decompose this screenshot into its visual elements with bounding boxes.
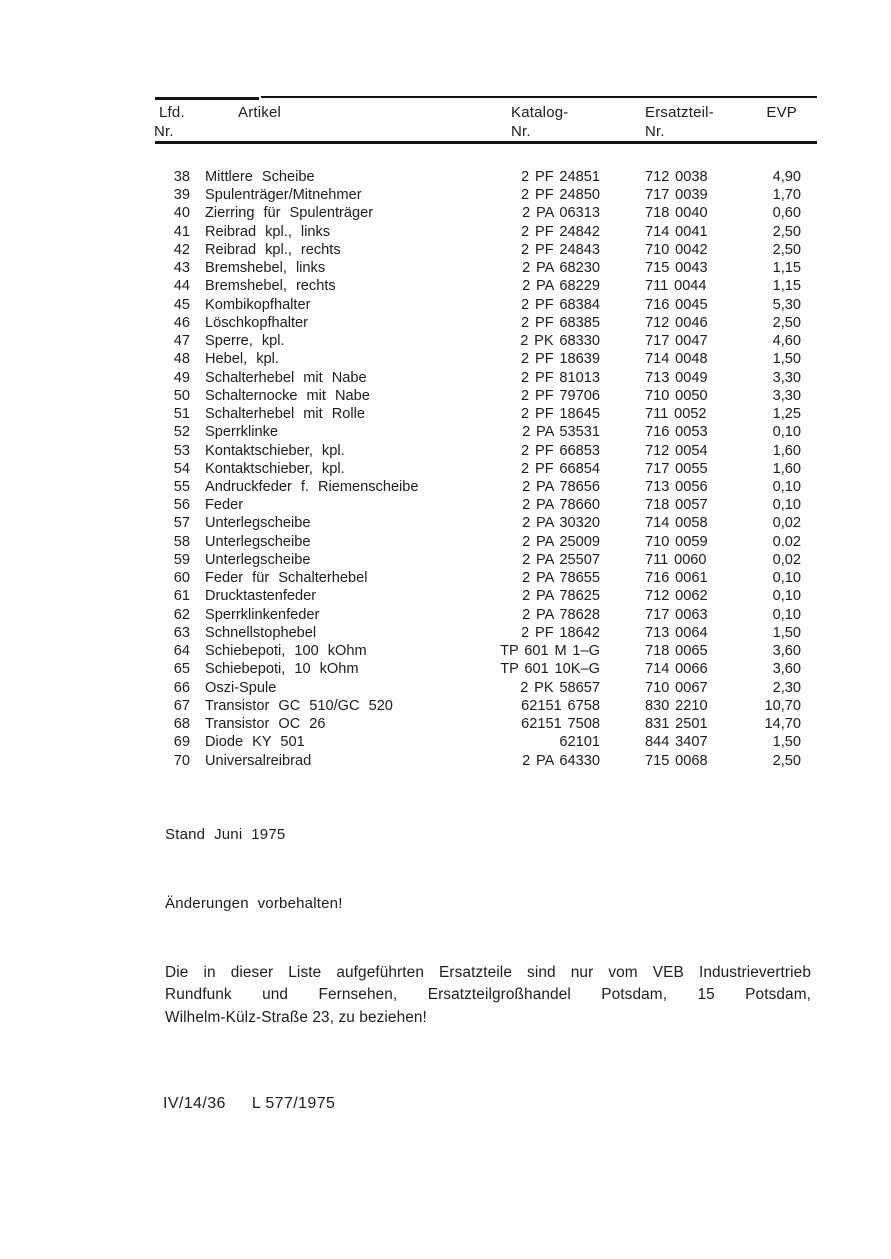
cell-katalog-nr: TP 601 10K–G xyxy=(500,661,600,678)
cell-katalog-nr: 2 PF 18639 xyxy=(521,351,600,368)
column-header-katalog-line1: Katalog- xyxy=(511,104,569,121)
cell-evp: 1,50 xyxy=(772,624,801,641)
cell-lfd-nr: 39 xyxy=(173,187,190,204)
cell-gap xyxy=(600,387,645,405)
cell-evp: 1,70 xyxy=(772,187,801,204)
cell-artikel: Zierring für Spulenträger xyxy=(205,205,374,222)
cell-artikel: Kombikopfhalter xyxy=(205,296,311,313)
cell-ersatzteil-nr: 718 0040 xyxy=(645,205,708,222)
cell-evp: 0,10 xyxy=(772,497,801,514)
cell-lfd-nr: 45 xyxy=(173,296,190,313)
cell-lfd-nr: 46 xyxy=(173,314,190,331)
table-top-rule-right xyxy=(261,96,817,98)
cell-evp: 0.02 xyxy=(772,533,801,550)
cell-gap xyxy=(600,569,645,587)
cell-gap xyxy=(600,442,645,460)
cell-katalog-nr: 62101 xyxy=(559,734,600,751)
cell-gap xyxy=(600,752,645,770)
cell-artikel: Kontaktschieber, kpl. xyxy=(205,460,345,477)
table-row xyxy=(153,350,817,368)
cell-evp: 0,10 xyxy=(772,478,801,495)
cell-evp: 1,15 xyxy=(772,278,801,295)
table-row xyxy=(153,223,817,241)
cell-katalog-nr: 2 PF 18645 xyxy=(521,406,600,423)
cell-gap xyxy=(600,733,645,751)
cell-artikel: Bremshebel, links xyxy=(205,260,326,277)
cell-evp: 2,50 xyxy=(772,241,801,258)
cell-lfd-nr: 62 xyxy=(173,606,190,623)
cell-gap xyxy=(600,660,645,678)
table-row xyxy=(153,642,817,660)
cell-katalog-nr: 2 PA 53531 xyxy=(522,424,600,441)
cell-artikel: Transistor GC 510/GC 520 xyxy=(205,697,393,714)
table-row xyxy=(153,423,817,441)
cell-evp: 4,90 xyxy=(772,169,801,185)
cell-evp: 3,30 xyxy=(772,387,801,404)
cell-katalog-nr: 2 PF 66854 xyxy=(521,460,600,477)
cell-artikel: Sperre, kpl. xyxy=(205,333,285,350)
cell-gap xyxy=(600,168,645,186)
cell-lfd-nr: 38 xyxy=(173,169,190,185)
cell-ersatzteil-nr: 713 0049 xyxy=(645,369,708,386)
cell-katalog-nr: 2 PA 78655 xyxy=(522,570,600,587)
cell-evp: 0,10 xyxy=(772,588,801,605)
cell-evp: 0,10 xyxy=(772,606,801,623)
cell-evp: 1,60 xyxy=(772,442,801,459)
cell-gap xyxy=(600,697,645,715)
cell-ersatzteil-nr: 711 0044 xyxy=(645,278,707,295)
cell-ersatzteil-nr: 712 0038 xyxy=(645,169,708,185)
cell-katalog-nr: 2 PA 25507 xyxy=(522,551,600,568)
cell-ersatzteil-nr: 716 0045 xyxy=(645,296,708,313)
cell-lfd-nr: 59 xyxy=(173,551,190,568)
distribution-note-line2: Rundfunk und Fernsehen, Ersatzteilgroßhandel Potsdam, 15 Potsdam, xyxy=(165,986,811,1004)
table-row xyxy=(153,551,817,569)
cell-katalog-nr: 2 PA 68229 xyxy=(522,278,600,295)
table-row xyxy=(153,606,817,624)
cell-ersatzteil-nr: 831 2501 xyxy=(645,716,708,733)
cell-artikel: Mittlere Scheibe xyxy=(205,169,315,185)
parts-table xyxy=(153,168,817,770)
cell-artikel: Universalreibrad xyxy=(205,752,312,769)
cell-evp: 3,60 xyxy=(772,661,801,678)
cell-katalog-nr: 2 PF 24851 xyxy=(521,169,600,185)
cell-evp: 2,50 xyxy=(772,223,801,240)
cell-lfd-nr: 54 xyxy=(173,460,190,477)
cell-artikel: Schalternocke mit Nabe xyxy=(205,387,370,404)
column-header-artikel: Artikel xyxy=(238,104,282,121)
cell-evp: 0,60 xyxy=(772,205,801,222)
cell-evp: 3,60 xyxy=(772,643,801,660)
cell-lfd-nr: 60 xyxy=(173,570,190,587)
table-row xyxy=(153,514,817,532)
cell-gap xyxy=(600,332,645,350)
cell-artikel: Sperrklinkenfeder xyxy=(205,606,320,623)
cell-lfd-nr: 68 xyxy=(173,716,190,733)
cell-ersatzteil-nr: 711 0052 xyxy=(645,406,707,423)
cell-evp: 0,10 xyxy=(772,424,801,441)
table-row xyxy=(153,314,817,332)
cell-gap xyxy=(600,277,645,295)
cell-lfd-nr: 64 xyxy=(173,643,190,660)
cell-ersatzteil-nr: 712 0062 xyxy=(645,588,708,605)
column-header-ersatzteil-line2: Nr. xyxy=(645,123,665,140)
cell-ersatzteil-nr: 710 0067 xyxy=(645,679,708,696)
cell-evp: 14,70 xyxy=(764,716,801,733)
table-row xyxy=(153,332,817,350)
cell-lfd-nr: 56 xyxy=(173,497,190,514)
table-row xyxy=(153,442,817,460)
cell-artikel: Oszi-Spule xyxy=(205,679,277,696)
cell-gap xyxy=(600,259,645,277)
table-row xyxy=(153,733,817,751)
cell-gap xyxy=(600,423,645,441)
table-row xyxy=(153,241,817,259)
cell-lfd-nr: 61 xyxy=(173,588,190,605)
cell-evp: 1,50 xyxy=(772,351,801,368)
cell-ersatzteil-nr: 713 0056 xyxy=(645,478,708,495)
cell-lfd-nr: 53 xyxy=(173,442,190,459)
cell-katalog-nr: 2 PF 79706 xyxy=(521,387,600,404)
table-row xyxy=(153,697,817,715)
column-header-lfd-line2: Nr. xyxy=(154,123,174,140)
cell-ersatzteil-nr: 717 0039 xyxy=(645,187,708,204)
cell-evp: 2,30 xyxy=(772,679,801,696)
table-row xyxy=(153,168,817,186)
column-header-lfd-nr xyxy=(154,103,185,141)
table-row xyxy=(153,204,817,222)
table-row xyxy=(153,369,817,387)
cell-katalog-nr: 2 PF 24843 xyxy=(521,241,600,258)
cell-gap xyxy=(600,369,645,387)
table-row xyxy=(153,660,817,678)
cell-evp: 3,30 xyxy=(772,369,801,386)
cell-evp: 10,70 xyxy=(764,697,801,714)
cell-ersatzteil-nr: 710 0059 xyxy=(645,533,708,550)
cell-lfd-nr: 42 xyxy=(173,241,190,258)
cell-ersatzteil-nr: 713 0064 xyxy=(645,624,708,641)
changes-reserved-note: Änderungen vorbehalten! xyxy=(165,895,343,912)
print-code-left: IV/14/36 xyxy=(163,1095,226,1112)
cell-lfd-nr: 47 xyxy=(173,333,190,350)
cell-gap xyxy=(600,204,645,222)
cell-ersatzteil-nr: 718 0065 xyxy=(645,643,708,660)
cell-katalog-nr: 2 PA 06313 xyxy=(522,205,600,222)
cell-lfd-nr: 63 xyxy=(173,624,190,641)
cell-evp: 5,30 xyxy=(772,296,801,313)
cell-artikel: Andruckfeder f. Riemenscheibe xyxy=(205,478,419,495)
cell-lfd-nr: 43 xyxy=(173,260,190,277)
cell-evp: 0,10 xyxy=(772,570,801,587)
cell-artikel: Diode KY 501 xyxy=(205,734,305,751)
table-row xyxy=(153,259,817,277)
table-row xyxy=(153,533,817,551)
cell-gap xyxy=(600,460,645,478)
cell-ersatzteil-nr: 714 0048 xyxy=(645,351,708,368)
cell-gap xyxy=(600,606,645,624)
cell-artikel: Löschkopfhalter xyxy=(205,314,309,331)
cell-katalog-nr: 2 PF 24850 xyxy=(521,187,600,204)
cell-katalog-nr: TP 601 M 1–G xyxy=(500,643,600,660)
cell-artikel: Reibrad kpl., rechts xyxy=(205,241,341,258)
cell-ersatzteil-nr: 718 0057 xyxy=(645,497,708,514)
cell-artikel: Schalterhebel mit Nabe xyxy=(205,369,367,386)
table-row xyxy=(153,405,817,423)
table-row xyxy=(153,587,817,605)
cell-gap xyxy=(600,296,645,314)
column-header-lfd-line1: Lfd. xyxy=(159,104,185,121)
cell-katalog-nr: 2 PA 64330 xyxy=(522,752,600,769)
table-row xyxy=(153,715,817,733)
column-header-katalog-line2: Nr. xyxy=(511,123,531,140)
cell-ersatzteil-nr: 714 0066 xyxy=(645,661,708,678)
cell-evp: 1,15 xyxy=(772,260,801,277)
cell-artikel: Schalterhebel mit Rolle xyxy=(205,406,365,423)
table-top-rule-left xyxy=(155,97,259,100)
cell-lfd-nr: 52 xyxy=(173,424,190,441)
cell-artikel: Kontaktschieber, kpl. xyxy=(205,442,345,459)
table-row xyxy=(153,387,817,405)
column-header-evp: EVP xyxy=(766,104,797,121)
cell-gap xyxy=(600,496,645,514)
cell-katalog-nr: 2 PF 24842 xyxy=(521,223,600,240)
cell-artikel: Transistor OC 26 xyxy=(205,716,326,733)
table-row xyxy=(153,752,817,770)
cell-gap xyxy=(600,551,645,569)
table-row xyxy=(153,624,817,642)
distribution-note xyxy=(165,962,811,1029)
cell-lfd-nr: 66 xyxy=(173,679,190,696)
cell-katalog-nr: 2 PA 78660 xyxy=(522,497,600,514)
cell-gap xyxy=(600,624,645,642)
cell-katalog-nr: 2 PA 78625 xyxy=(522,588,600,605)
column-header-ersatzteil-line1: Ersatzteil- xyxy=(645,104,714,121)
cell-evp: 4,60 xyxy=(772,333,801,350)
cell-ersatzteil-nr: 717 0063 xyxy=(645,606,708,623)
cell-katalog-nr: 2 PA 25009 xyxy=(522,533,600,550)
cell-ersatzteil-nr: 717 0055 xyxy=(645,460,708,477)
cell-katalog-nr: 2 PF 18642 xyxy=(521,624,600,641)
table-row xyxy=(153,277,817,295)
cell-artikel: Schiebepoti, 100 kOhm xyxy=(205,643,367,660)
cell-evp: 1,25 xyxy=(772,406,801,423)
print-code-right: L 577/1975 xyxy=(251,1095,336,1112)
cell-artikel: Unterlegscheibe xyxy=(205,533,311,550)
cell-katalog-nr: 62151 7508 xyxy=(521,716,600,733)
column-header-ersatzteil-nr xyxy=(645,103,714,141)
cell-gap xyxy=(600,405,645,423)
cell-artikel: Unterlegscheibe xyxy=(205,551,311,568)
cell-ersatzteil-nr: 717 0047 xyxy=(645,333,708,350)
cell-ersatzteil-nr: 712 0054 xyxy=(645,442,708,459)
cell-katalog-nr: 62151 6758 xyxy=(521,697,600,714)
cell-evp: 0,02 xyxy=(772,515,801,532)
cell-artikel: Schnellstophebel xyxy=(205,624,317,641)
distribution-note-line1: Die in dieser Liste aufgeführten Ersatzteile sind nur vom VEB Industrievertrieb xyxy=(165,964,811,981)
cell-artikel: Bremshebel, rechts xyxy=(205,278,336,295)
distribution-note-line3: Wilhelm-Külz-Straße 23, zu beziehen! xyxy=(165,1008,427,1026)
cell-artikel: Spulenträger/Mitnehmer xyxy=(205,187,362,204)
cell-katalog-nr: 2 PK 58657 xyxy=(520,679,600,696)
cell-evp: 0,02 xyxy=(772,551,801,568)
cell-lfd-nr: 70 xyxy=(173,752,190,769)
cell-ersatzteil-nr: 710 0050 xyxy=(645,387,708,404)
cell-gap xyxy=(600,478,645,496)
cell-ersatzteil-nr: 716 0061 xyxy=(645,570,708,587)
cell-artikel: Feder xyxy=(205,497,244,514)
cell-gap xyxy=(600,314,645,332)
cell-gap xyxy=(600,241,645,259)
cell-artikel: Schiebepoti, 10 kOhm xyxy=(205,661,359,678)
table-row xyxy=(153,679,817,697)
cell-lfd-nr: 41 xyxy=(173,223,190,240)
cell-lfd-nr: 50 xyxy=(173,387,190,404)
cell-ersatzteil-nr: 716 0053 xyxy=(645,424,708,441)
cell-lfd-nr: 69 xyxy=(173,734,190,751)
table-row xyxy=(153,496,817,514)
stand-date-note: Stand Juni 1975 xyxy=(165,826,286,843)
cell-lfd-nr: 40 xyxy=(173,205,190,222)
cell-lfd-nr: 55 xyxy=(173,478,190,495)
cell-ersatzteil-nr: 830 2210 xyxy=(645,697,708,714)
cell-lfd-nr: 67 xyxy=(173,697,190,714)
cell-gap xyxy=(600,350,645,368)
cell-evp: 2,50 xyxy=(772,314,801,331)
cell-katalog-nr: 2 PA 68230 xyxy=(522,260,600,277)
cell-gap xyxy=(600,533,645,551)
cell-gap xyxy=(600,642,645,660)
cell-katalog-nr: 2 PF 68384 xyxy=(521,296,600,313)
cell-ersatzteil-nr: 711 0060 xyxy=(645,551,707,568)
table-row xyxy=(153,569,817,587)
cell-lfd-nr: 49 xyxy=(173,369,190,386)
table-header-rule xyxy=(155,141,817,144)
cell-lfd-nr: 44 xyxy=(173,278,190,295)
cell-artikel: Feder für Schalterhebel xyxy=(205,570,368,587)
cell-katalog-nr: 2 PA 78656 xyxy=(522,478,600,495)
cell-ersatzteil-nr: 715 0043 xyxy=(645,260,708,277)
cell-gap xyxy=(600,587,645,605)
cell-artikel: Unterlegscheibe xyxy=(205,515,311,532)
cell-gap xyxy=(600,223,645,241)
cell-artikel: Hebel, kpl. xyxy=(205,351,279,368)
cell-ersatzteil-nr: 715 0068 xyxy=(645,752,708,769)
cell-ersatzteil-nr: 712 0046 xyxy=(645,314,708,331)
cell-evp: 1,60 xyxy=(772,460,801,477)
cell-lfd-nr: 57 xyxy=(173,515,190,532)
cell-ersatzteil-nr: 844 3407 xyxy=(645,734,708,751)
cell-katalog-nr: 2 PF 68385 xyxy=(521,314,600,331)
table-row xyxy=(153,478,817,496)
cell-lfd-nr: 58 xyxy=(173,533,190,550)
table-row xyxy=(153,460,817,478)
cell-artikel: Reibrad kpl., links xyxy=(205,223,331,240)
cell-ersatzteil-nr: 714 0058 xyxy=(645,515,708,532)
cell-gap xyxy=(600,514,645,532)
cell-lfd-nr: 51 xyxy=(173,406,190,423)
cell-artikel: Sperrklinke xyxy=(205,424,278,441)
cell-katalog-nr: 2 PF 66853 xyxy=(521,442,600,459)
cell-gap xyxy=(600,715,645,733)
cell-ersatzteil-nr: 714 0041 xyxy=(645,223,708,240)
cell-artikel: Drucktastenfeder xyxy=(205,588,317,605)
cell-lfd-nr: 65 xyxy=(173,661,190,678)
cell-lfd-nr: 48 xyxy=(173,351,190,368)
cell-gap xyxy=(600,679,645,697)
cell-katalog-nr: 2 PA 78628 xyxy=(522,606,600,623)
cell-evp: 1,50 xyxy=(772,734,801,751)
cell-katalog-nr: 2 PA 30320 xyxy=(522,515,600,532)
cell-katalog-nr: 2 PF 81013 xyxy=(521,369,600,386)
cell-gap xyxy=(600,186,645,204)
table-row xyxy=(153,296,817,314)
cell-katalog-nr: 2 PK 68330 xyxy=(520,333,600,350)
cell-ersatzteil-nr: 710 0042 xyxy=(645,241,708,258)
cell-evp: 2,50 xyxy=(772,752,801,769)
table-row xyxy=(153,186,817,204)
column-header-katalog-nr xyxy=(511,103,568,141)
print-code xyxy=(163,1095,335,1113)
